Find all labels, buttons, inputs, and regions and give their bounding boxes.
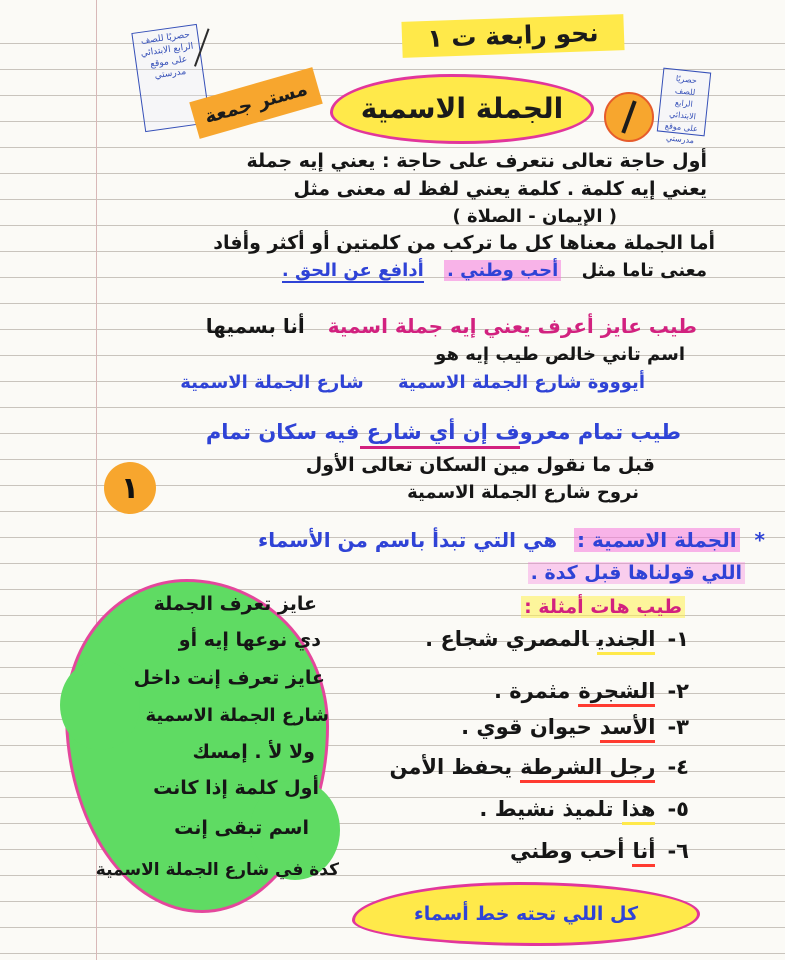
tip-line: أول كلمة إذا كانت [153, 777, 319, 799]
example-number: ٢- [667, 679, 689, 703]
tip-line: اسم تبقى إنت [174, 817, 309, 839]
intro-line-4: أما الجملة معناها كل ما تركب من كلمتين أو أكثر وأفاد [213, 232, 715, 254]
definition-line-1: * الجملة الاسمية : هي التي تبدأ باسم من الأسماء [257, 528, 765, 552]
examples-label: طيب هات أمثلة : [521, 594, 685, 620]
example-defend-right: أدافع عن الحق . [281, 260, 424, 281]
question-line-2: اسم تاني خالص طيب إيه هو [435, 344, 685, 365]
street-line-1: طيب تمام معروف إن أي شارع فيه سكان تمام [205, 420, 681, 444]
example-rest: مثمرة . [493, 679, 571, 703]
example-first-word: الشجرة [578, 679, 655, 707]
stamp-right: حصريًا للصف الرابع الابتدائي على موقع مدرستي [657, 68, 711, 137]
example-first-word: هذا [622, 797, 656, 825]
underline-street-1 [360, 446, 520, 449]
intro-line-2: يعني إيه كلمة . كلمة يعني لفظ له معنى مثل [293, 178, 707, 200]
author-name: مستر جمعة [189, 67, 323, 139]
example-rest: المصري شجاع . [425, 627, 589, 651]
intro-line-3: ( الإيمان - الصلاة ) [452, 206, 617, 227]
example-rest: يحفظ الأمن [389, 755, 513, 779]
example-item [494, 676, 689, 706]
street-line-2: قبل ما نقول مين السكان تعالى الأول [305, 454, 655, 476]
lesson-title: الجملة الاسمية [330, 74, 594, 144]
example-first-word: أنا [632, 839, 655, 867]
question-line-3: أيوووة شارع الجملة الاسمية شارع الجملة الاسمية [180, 372, 645, 393]
footer-note: كل اللي تحته خط أسماء [352, 882, 700, 946]
question-line-1: طيب عايز أعرف يعني إيه جملة اسمية أنا بسميها [205, 314, 697, 338]
tip-line: دي نوعها إيه أو [178, 629, 321, 651]
example-love-country: أحب وطني . [444, 260, 561, 281]
example-item [461, 712, 689, 742]
tip-line: عايز تعرف إنت داخل [133, 667, 325, 689]
badge-top [604, 92, 654, 142]
example-number: ٦- [667, 839, 689, 863]
example-rest: أحب وطني [509, 839, 625, 863]
example-number: ٥- [667, 797, 689, 821]
example-item [389, 752, 689, 782]
school-stamp: حصريًا للصف الرابع الابتدائي على موقع مدرستي [131, 24, 210, 132]
tip-line: شارع الجملة الاسمية [145, 705, 329, 726]
intro-line-1: أول حاجة تعالى نتعرف على حاجة : يعني إيه جملة [246, 150, 707, 172]
tip-line: كدة في شارع الجملة الاسمية [95, 860, 339, 880]
tip-line: عايز تعرف الجملة [153, 593, 317, 615]
pen-mark-icon [194, 28, 234, 75]
example-first-word: رجل الشرطة [520, 755, 655, 783]
definition-marker: * [754, 528, 765, 552]
example-first-word: الأسد [600, 715, 656, 743]
example-item [479, 794, 689, 824]
example-number: ٣- [667, 715, 689, 739]
example-item [510, 836, 689, 866]
definition-line-2: اللي قولناها قبل كدة . [528, 560, 745, 586]
example-first-word: الجندي [597, 627, 656, 655]
tip-cloud-bump [60, 660, 140, 750]
example-item [425, 624, 689, 654]
example-number: ١- [667, 627, 689, 651]
example-rest: حيوان قوي . [461, 715, 592, 739]
example-number: ٤- [667, 755, 689, 779]
intro-line-5: معنى تاما مثل أحب وطني . أدافع عن الحق . [281, 260, 707, 281]
street-line-3: نروح شارع الجملة الاسمية [407, 482, 639, 503]
page-title: نحو رابعة ت ١ [401, 14, 624, 58]
tip-line: ولا لأ . إمسك [192, 741, 315, 763]
badge-one: ١ [104, 462, 156, 514]
example-rest: تلميذ نشيط . [479, 797, 614, 821]
